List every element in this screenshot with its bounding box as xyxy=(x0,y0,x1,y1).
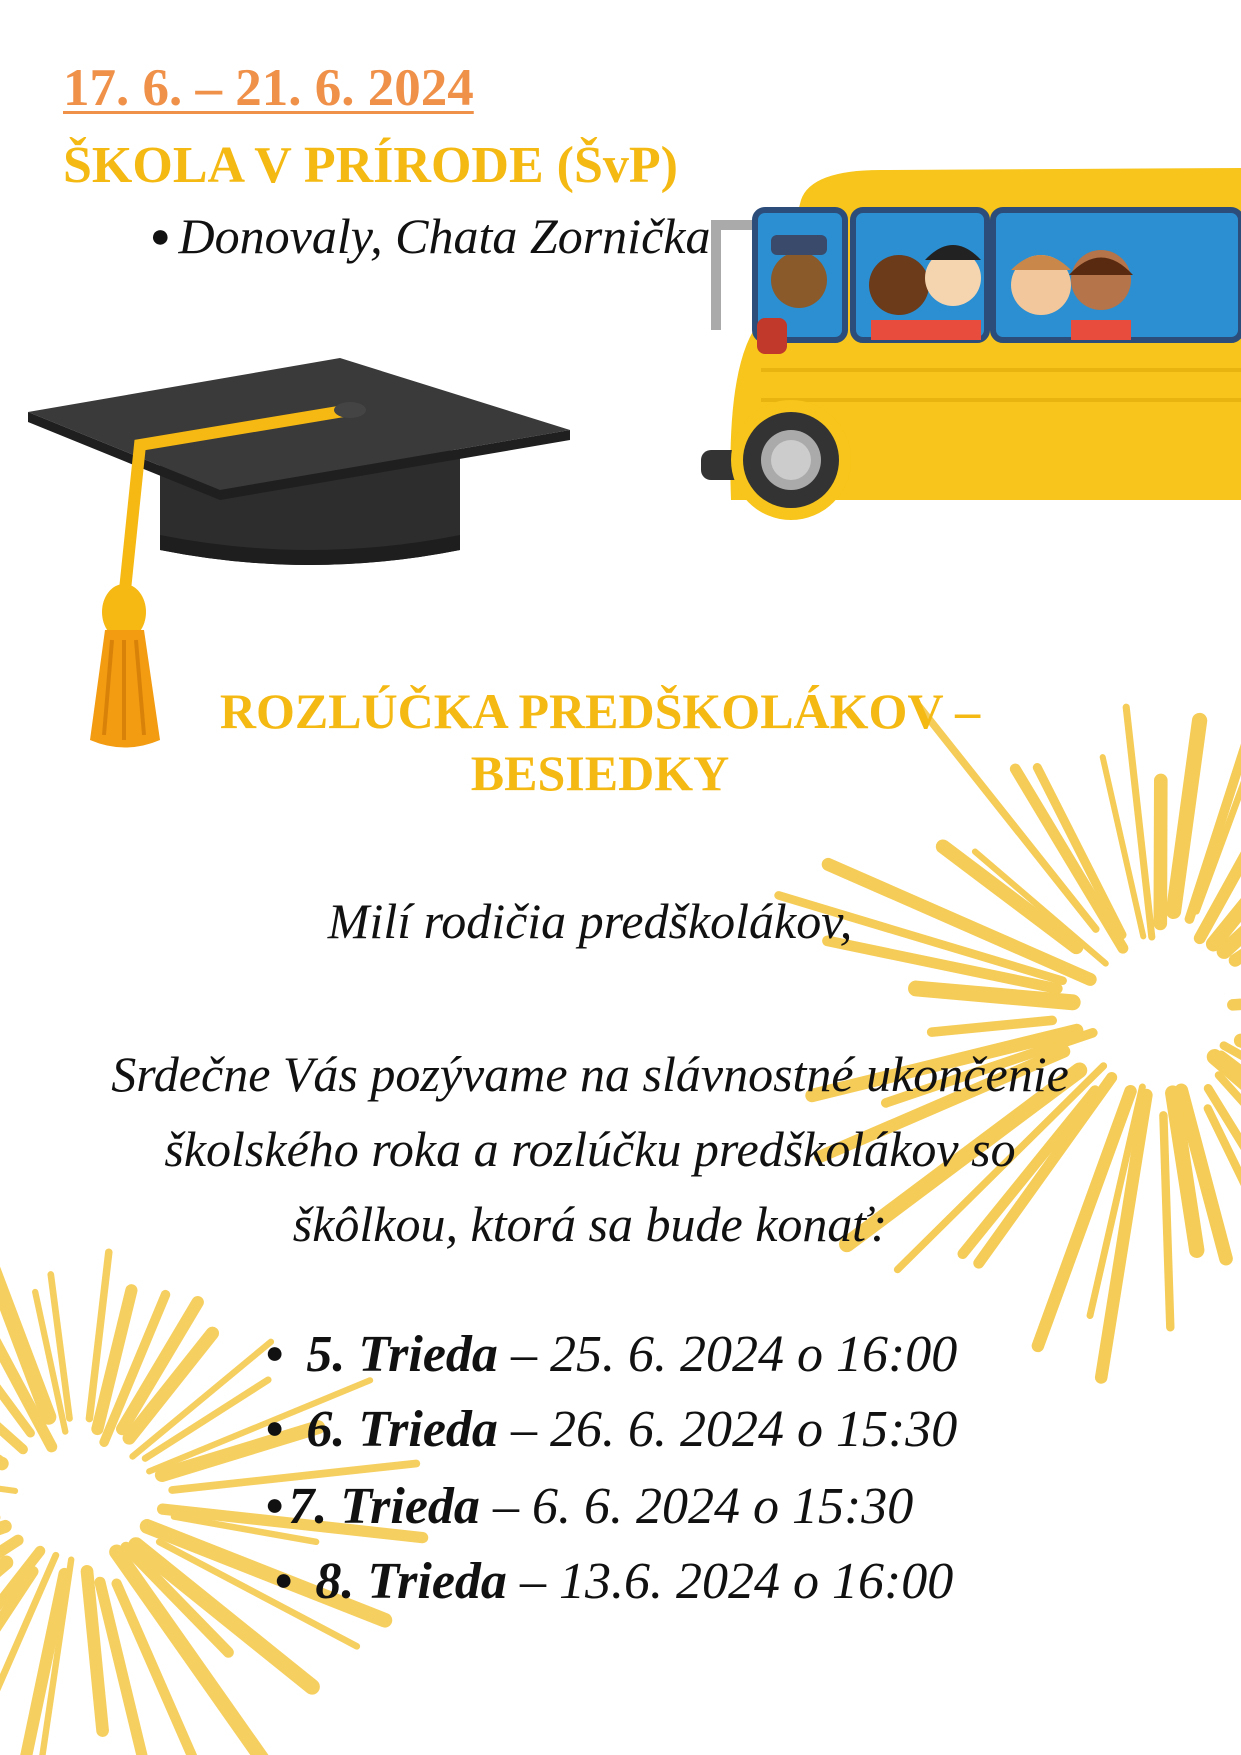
class-datetime: 26. 6. 2024 o 15:30 xyxy=(549,1401,958,1458)
class-name: 8. Trieda xyxy=(315,1553,507,1610)
schedule-item: ●7. Trieda – 6. 6. 2024 o 15:30 xyxy=(265,1478,914,1535)
location-text: Donovaly, Chata Zornička xyxy=(178,208,711,264)
invitation-paragraph xyxy=(40,1037,1140,1262)
class-name: 5. Trieda xyxy=(306,1326,498,1383)
class-datetime: 25. 6. 2024 o 16:00 xyxy=(549,1326,958,1383)
bullet-icon: ● xyxy=(274,1561,294,1597)
greeting-text: Milí rodičia predškolákov, xyxy=(327,893,853,949)
farewell-heading-line2: BESIEDKY xyxy=(470,745,730,801)
firework-ray xyxy=(1163,1115,1170,1327)
bullet-icon: ● xyxy=(265,1334,285,1370)
school-bus-illustration xyxy=(701,160,1241,580)
invitation-line3: škôlkou, ktorá sa bude konať: xyxy=(292,1196,888,1252)
firework-ray xyxy=(932,1020,1052,1032)
class-name: 6. Trieda xyxy=(306,1401,498,1458)
farewell-heading xyxy=(100,680,1100,804)
class-datetime: 13.6. 2024 o 16:00 xyxy=(558,1553,954,1610)
class-datetime: 6. 6. 2024 o 15:30 xyxy=(531,1478,914,1535)
invitation-line2: školského roka a rozlúčku predškolákov so xyxy=(164,1121,1016,1177)
firework-ray xyxy=(1233,981,1241,1005)
date-range-heading: 17. 6. – 21. 6. 2024 xyxy=(63,59,474,117)
invitation-line1: Srdečne Vás pozývame na slávnostné ukončenie xyxy=(111,1046,1069,1102)
bullet-icon: ● xyxy=(265,1486,285,1522)
farewell-heading-line1: ROZLÚČKA PREDŠKOLÁKOV – xyxy=(219,683,981,739)
firework-ray xyxy=(1174,721,1200,912)
firework-ray xyxy=(117,1552,281,1755)
bullet-icon: ● xyxy=(265,1409,285,1445)
nature-school-title: ŠKOLA V PRÍRODE (ŠvP) xyxy=(63,137,678,194)
schedule-item: ● 6. Trieda – 26. 6. 2024 o 15:30 xyxy=(265,1401,958,1458)
location-item xyxy=(150,207,710,265)
schedule-item: ● 5. Trieda – 25. 6. 2024 o 16:00 xyxy=(265,1326,958,1383)
class-name: 7. Trieda xyxy=(288,1478,480,1535)
bullet-icon: ● xyxy=(150,218,171,255)
schedule-item: ● 8. Trieda – 13.6. 2024 o 16:00 xyxy=(274,1553,954,1610)
